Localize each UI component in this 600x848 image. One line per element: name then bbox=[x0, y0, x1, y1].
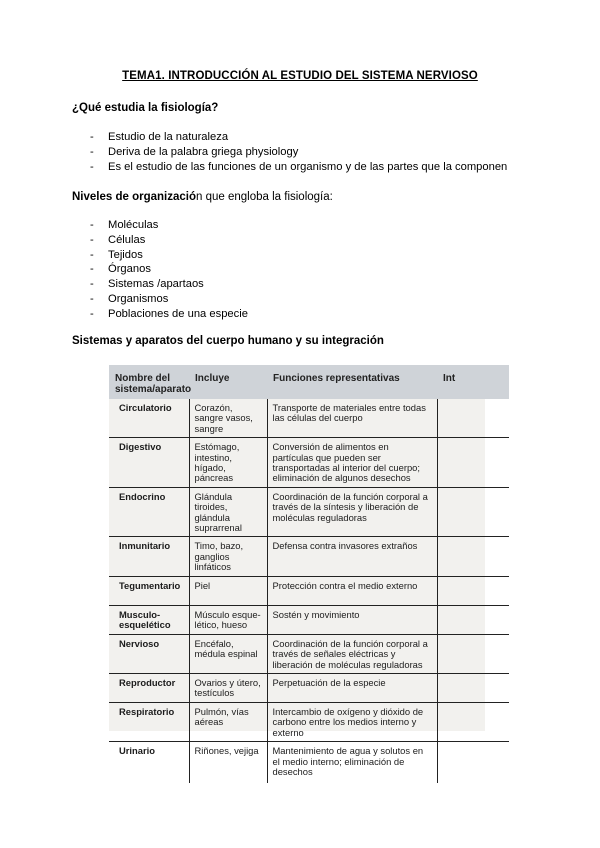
system-integration bbox=[437, 742, 509, 784]
table-row bbox=[109, 438, 509, 488]
list-item bbox=[72, 160, 507, 175]
system-includes: Músculo esque-lético, hueso bbox=[189, 605, 267, 634]
system-integration bbox=[437, 576, 509, 605]
system-name: Endocrino bbox=[109, 487, 189, 537]
system-functions: Transporte de materiales entre todas las células del cuerpo bbox=[267, 399, 437, 438]
system-includes: Encéfalo, médula espinal bbox=[189, 634, 267, 673]
header-system: Nombre del sistema/aparato bbox=[109, 365, 189, 399]
page-title: TEMA1. INTRODUCCIÓN AL ESTUDIO DEL SISTEMA NERVIOSO bbox=[122, 70, 478, 82]
list-item bbox=[72, 233, 248, 248]
table-row bbox=[109, 399, 509, 438]
dash-mark: - bbox=[90, 248, 94, 261]
system-functions: Protección contra el medio externo bbox=[267, 576, 437, 605]
system-name: Tegumentario bbox=[109, 576, 189, 605]
list-item-text: Poblaciones de una especie bbox=[108, 307, 248, 320]
system-functions: Intercambio de oxígeno y dióxido de carbono entre los medios interno y externo bbox=[267, 702, 437, 741]
section-heading-physiology bbox=[72, 102, 218, 114]
dash-mark: - bbox=[90, 278, 94, 291]
table-row bbox=[109, 576, 509, 605]
system-name: Digestivo bbox=[109, 438, 189, 488]
system-functions: Perpetuación de la especie bbox=[267, 673, 437, 702]
table-row bbox=[109, 673, 509, 702]
system-functions: Coordinación de la función corporal a través de señales eléctricas y liberación de moléculas reguladoras bbox=[267, 634, 437, 673]
system-integration bbox=[437, 605, 509, 634]
dash-mark: - bbox=[90, 233, 94, 246]
section-heading-systems-text: Sistemas y aparatos del cuerpo humano y su integración bbox=[72, 335, 384, 347]
system-integration bbox=[437, 438, 509, 488]
system-name: Respiratorio bbox=[109, 702, 189, 741]
system-integration bbox=[437, 487, 509, 537]
list-item-text: Células bbox=[108, 233, 146, 246]
levels-list bbox=[72, 218, 248, 322]
dash-mark: - bbox=[90, 131, 94, 143]
header-integration: Int bbox=[437, 365, 509, 399]
system-integration bbox=[437, 634, 509, 673]
system-integration bbox=[437, 673, 509, 702]
list-item-text: Es el estudio de las funciones de un organismo y de las partes que la componen bbox=[108, 160, 508, 173]
table-row bbox=[109, 537, 509, 576]
system-name: Reproductor bbox=[109, 673, 189, 702]
system-includes: Glándula tiroides, glándula suprarrenal bbox=[189, 487, 267, 537]
table-row bbox=[109, 742, 509, 784]
system-includes: Riñones, vejiga bbox=[189, 742, 267, 784]
table-row bbox=[109, 487, 509, 537]
list-item-text: Órganos bbox=[108, 263, 151, 276]
systems-table bbox=[109, 365, 509, 783]
header-includes: Incluye bbox=[189, 365, 267, 399]
system-name: Musculo-esquelético bbox=[109, 605, 189, 634]
section-heading-physiology-text: ¿Qué estudia la fisiología? bbox=[72, 102, 219, 114]
system-includes: Timo, bazo, ganglios linfáticos bbox=[189, 537, 267, 576]
list-item bbox=[72, 262, 248, 277]
system-includes: Ovarios y útero, testículos bbox=[189, 673, 267, 702]
dash-mark: - bbox=[90, 145, 94, 158]
list-item bbox=[72, 145, 507, 160]
system-name: Inmunitario bbox=[109, 537, 189, 576]
list-item bbox=[72, 307, 248, 322]
dash-mark: - bbox=[90, 292, 94, 305]
dash-mark: - bbox=[90, 219, 94, 231]
list-item bbox=[72, 130, 507, 145]
list-item bbox=[72, 292, 248, 307]
dash-mark: - bbox=[90, 263, 94, 276]
list-item bbox=[72, 277, 248, 292]
system-functions: Sostén y movimiento bbox=[267, 605, 437, 634]
system-functions: Conversión de alimentos en partículas que pueden ser transportadas al interior del cuerpo; eliminación de algunos desechos bbox=[267, 438, 437, 488]
list-item-text: Sistemas /apartaos bbox=[108, 278, 204, 291]
section-heading-levels-rest: n que engloba la fisiología: bbox=[196, 191, 333, 203]
table-row bbox=[109, 605, 509, 634]
list-item-text: Tejidos bbox=[108, 248, 143, 261]
table-header-row bbox=[109, 365, 509, 399]
system-functions: Coordinación de la función corporal a través de la síntesis y liberación de moléculas reguladoras bbox=[267, 487, 437, 537]
dash-mark: - bbox=[90, 160, 94, 173]
system-name: Nervioso bbox=[109, 634, 189, 673]
system-functions: Mantenimiento de agua y solutos en el medio interno; eliminación de desechos bbox=[267, 742, 437, 784]
systems-table-image bbox=[109, 365, 485, 777]
list-item-text: Estudio de la naturaleza bbox=[108, 131, 229, 143]
system-integration bbox=[437, 399, 509, 438]
list-item-text: Organismos bbox=[108, 292, 169, 305]
system-includes: Corazón, sangre vasos, sangre bbox=[189, 399, 267, 438]
system-name: Circulatorio bbox=[109, 399, 189, 438]
system-integration bbox=[437, 537, 509, 576]
list-item bbox=[72, 248, 248, 263]
list-item-text: Deriva de la palabra griega physiology bbox=[108, 145, 299, 158]
table-row bbox=[109, 702, 509, 741]
table-row bbox=[109, 634, 509, 673]
list-item bbox=[72, 218, 248, 233]
system-includes: Estómago, intestino, hígado, páncreas bbox=[189, 438, 267, 488]
physiology-list bbox=[72, 130, 507, 174]
section-heading-systems bbox=[72, 335, 384, 347]
section-heading-levels-bold: Niveles de organizació bbox=[72, 191, 196, 203]
section-heading-levels bbox=[72, 191, 333, 203]
system-functions: Defensa contra invasores extraños bbox=[267, 537, 437, 576]
header-functions: Funciones representativas bbox=[267, 365, 437, 399]
system-integration bbox=[437, 702, 509, 741]
list-item-text: Moléculas bbox=[108, 219, 159, 231]
dash-mark: - bbox=[90, 307, 94, 320]
system-name: Urinario bbox=[109, 742, 189, 784]
system-includes: Piel bbox=[189, 576, 267, 605]
system-includes: Pulmón, vías aéreas bbox=[189, 702, 267, 741]
